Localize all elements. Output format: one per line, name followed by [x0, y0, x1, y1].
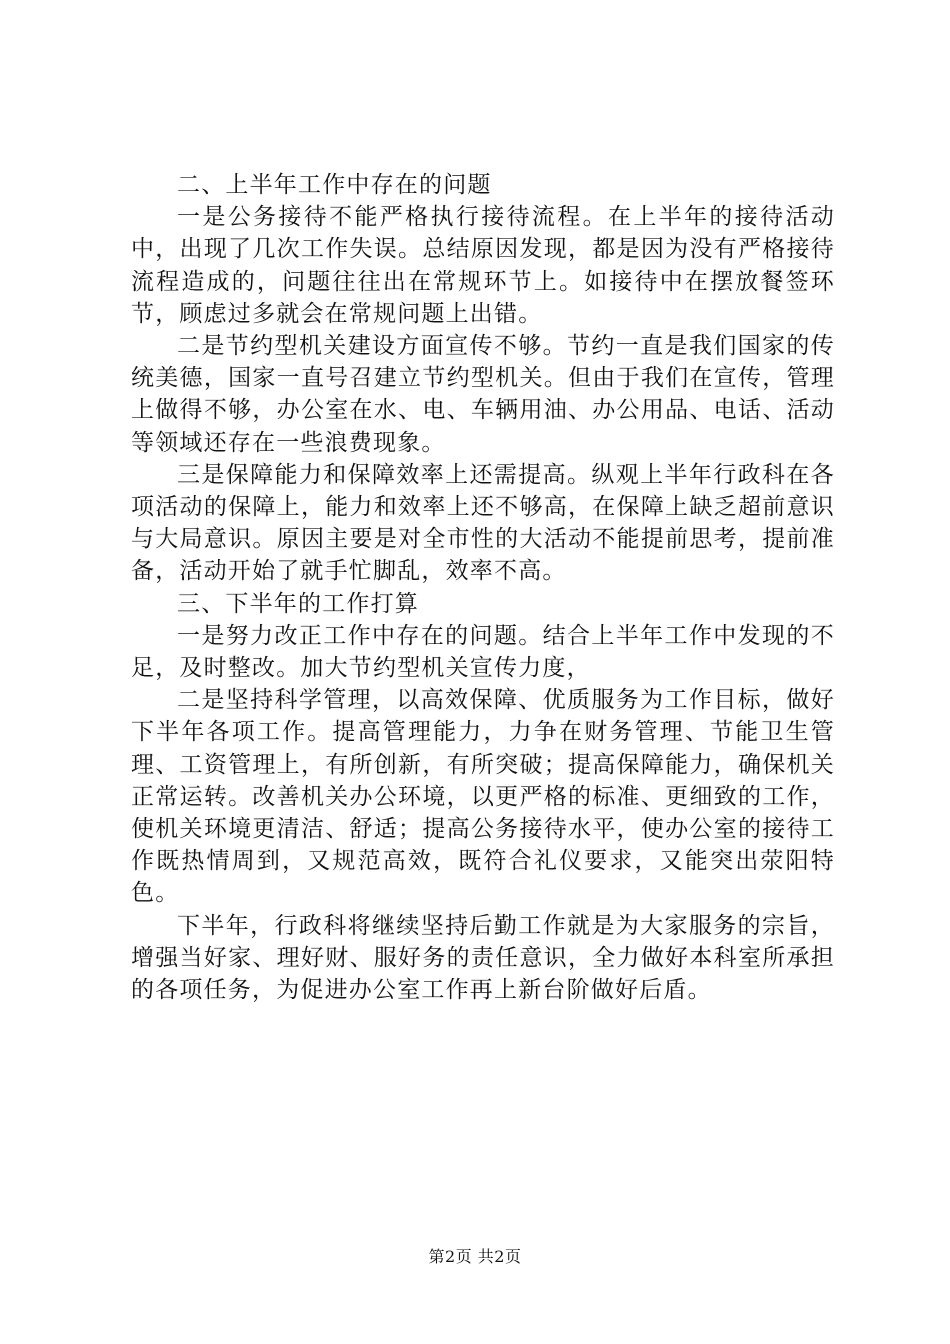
paragraph-conclusion: 下半年，行政科将继续坚持后勤工作就是为大家服务的宗旨，增强当好家、理好财、服好务的责任意识，全力做好本科室所承担的各项任务，为促进办公室工作再上新台阶做好后盾。 [131, 912, 835, 1004]
paragraph-plan-correct-problems: 一是努力改正工作中存在的问题。结合上半年工作中发现的不足，及时整改。加大节约型机关宣传力度， [131, 622, 835, 682]
section-heading-plans: 三、下半年的工作打算 [177, 590, 419, 617]
paragraph-plan-scientific-management: 二是坚持科学管理，以高效保障、优质服务为工作目标，做好下半年各项工作。提高管理能力，力争在财务管理、节能卫生管理、工资管理上，有所创新，有所突破；提高保障能力，确保机关正常运转。改善机关办公环境，以更严格的标准、更细致的工作，使机关环境更清洁、舒适；提高公务接待水平，使办公室的接待工作既热情周到，又规范高效，既符合礼仪要求，又能突出荥阳特色。 [131, 687, 835, 907]
document-body [131, 169, 835, 1006]
paragraph-frugality-issue: 二是节约型机关建设方面宣传不够。节约一直是我们国家的传统美德，国家一直号召建立节约型机关。但由于我们在宣传，管理上做得不够，办公室在水、电、车辆用油、办公用品、电话、活动等领域还存在一些浪费现象。 [131, 333, 835, 456]
page-number-footer: 第2页 共2页 [428, 1247, 522, 1266]
paragraph-support-capacity-issue: 三是保障能力和保障效率上还需提高。纵观上半年行政科在各项活动的保障上，能力和效率上还不够高，在保障上缺乏超前意识与大局意识。原因主要是对全市性的大活动不能提前思考，提前准备，活动开始了就手忙脚乱，效率不高。 [131, 461, 835, 585]
section-heading-problems: 二、上半年工作中存在的问题 [177, 172, 492, 198]
paragraph-reception-issue: 一是公务接待不能严格执行接待流程。在上半年的接待活动中，出现了几次工作失误。总结原因发现，都是因为没有严格接待流程造成的，问题往往出在常规环节上。如接待中在摆放餐签环节，顾虑过多就会在常规问题上出错。 [131, 204, 835, 327]
